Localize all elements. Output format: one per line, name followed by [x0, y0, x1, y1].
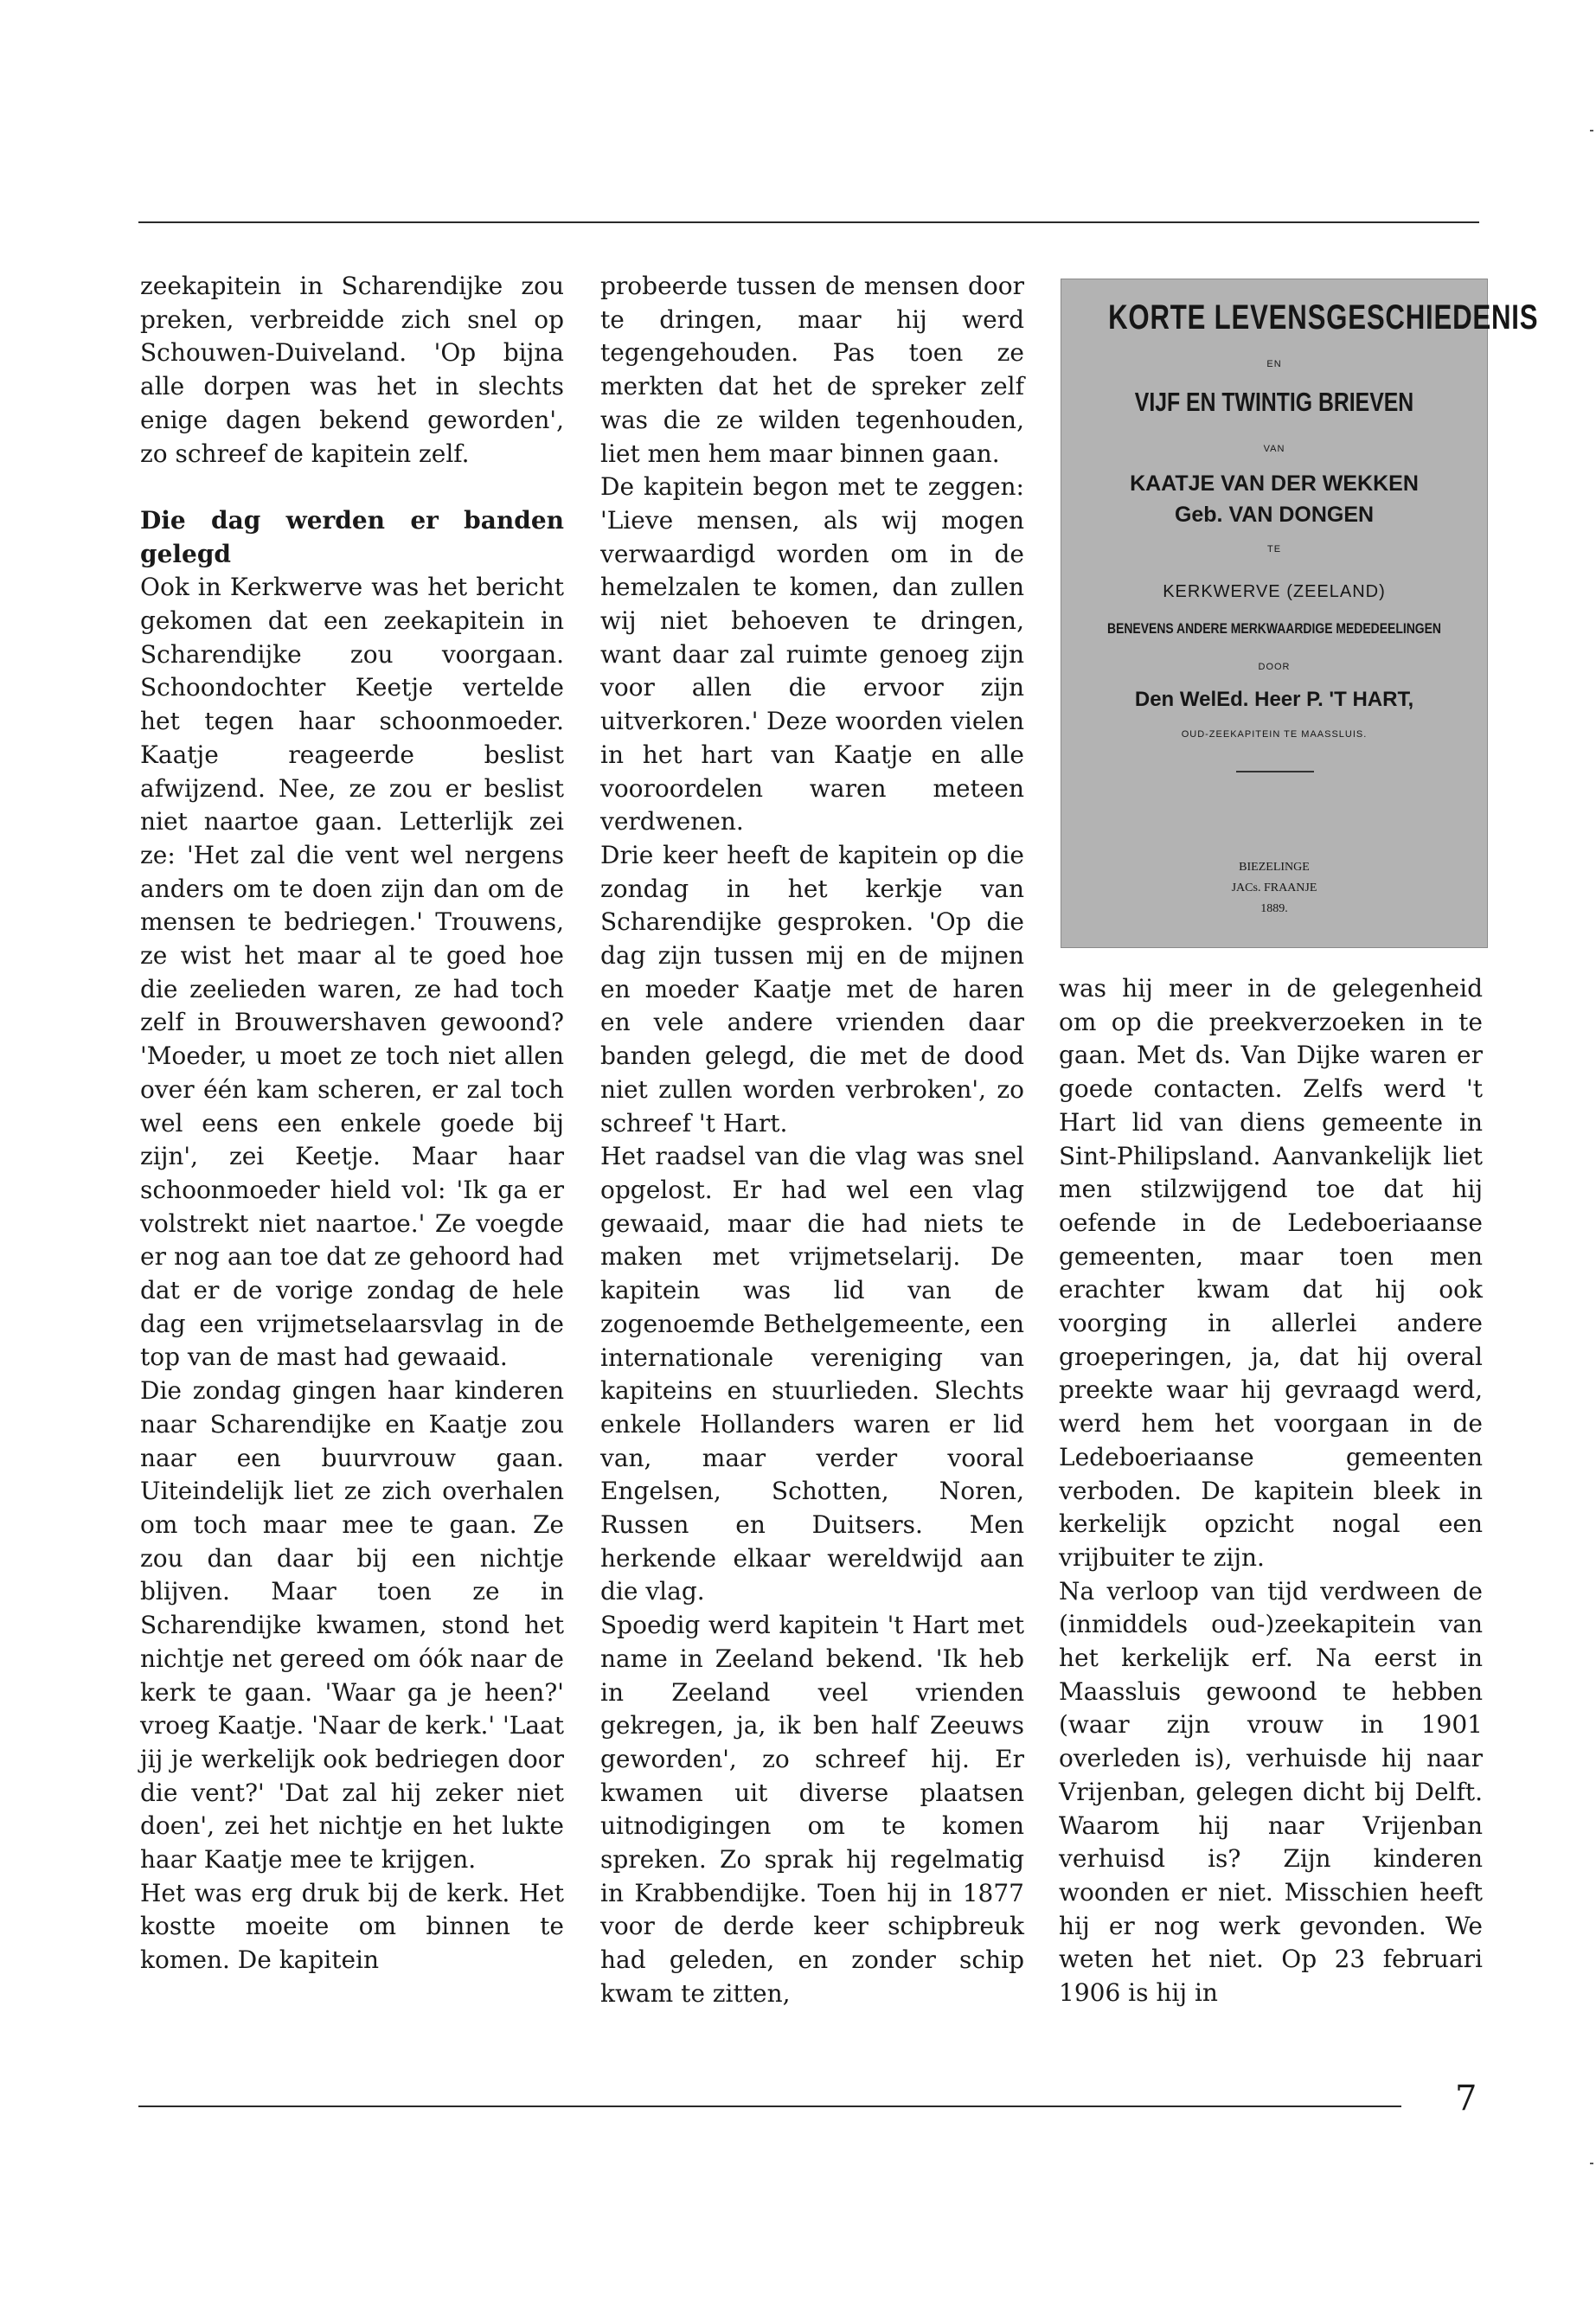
figure-line: BIEZELINGE: [1239, 861, 1310, 874]
text-column-1: [140, 270, 564, 1977]
figure-line: OUD-ZEEKAPITEIN TE MAASSLUIS.: [1181, 729, 1368, 740]
text-column-2: [600, 270, 1024, 2011]
figure-line: KAATJE VAN DER WEKKEN: [1130, 471, 1419, 496]
figure-line: DOOR: [1258, 662, 1291, 672]
figure-divider: [1236, 771, 1314, 772]
scan-edge-mark: [1590, 2163, 1593, 2164]
paragraph: zeekapitein in Scharendijke zou preken, verbreidde zich snel op Schouwen-Duiveland. 'Op bijna alle dorpen was het in slechts enige dagen bekend geworden', zo schreef de kapitein zelf.: [140, 272, 564, 468]
paragraph: Na verloop van tijd verdween de (inmiddels oud-)zeekapitein van het kerkelijk erf. Na eerst in Maassluis gewoond te hebben (waar zijn vrouw in 1901 overleden is), verhuisde hij naar Vrijenban, gelegen dicht bij Delft. Waarom hij naar Vrijenban verhuisd is? Zijn kinderen woonden er niet. Misschien heeft hij er nog werk gevonden. We weten het niet. Op 23 februari 1906 is hij in: [1059, 1576, 1483, 2008]
paragraph: Het raadsel van die vlag was snel opgelost. Er had wel een vlag gewaaid, maar die had niets te maken met vrijmetselarij. De kapitein was lid van de zogenoemde Bethelgemeente, een internationale vereniging van kapiteins en stuurlieden. Slechts enkele Hollanders waren er lid van, maar verder vooral Engelsen, Schotten, Noren, Russen en Duitsers. Men herkende elkaar wereldwijd aan die vlag.: [600, 1142, 1024, 1606]
paragraph: Het was erg druk bij de kerk. Het kostte moeite om binnen te komen. De kapitein: [140, 1878, 564, 1975]
figure-line: VIJF EN TWINTIG BRIEVEN: [1134, 387, 1414, 417]
figure-title: KORTE LEVENSGESCHIEDENIS: [1108, 298, 1539, 336]
section-heading: Die dag werden er banden gelegd: [140, 505, 564, 568]
footer-rule: [138, 2106, 1401, 2107]
paragraph: was hij meer in de gelegenheid om op die preekverzoeken in te gaan. Met ds. Van Dijke waren er goede contacten. Zelfs werd 't Hart lid van diens gemeente in Sint-Philipsland. Aanvankelijk liet men stilzwijgend toe dat hij oefende in de Ledeboeriaanse gemeenten, maar toen men erachter kwam dat hij ook voorging in allerlei andere groeperingen, ja, dat hij overal preekte waar hij gevraagd werd, werd hem het voorgaan in de Ledeboeriaanse gemeenten verboden. De kapitein bleek in kerkelijk opzicht nogal een vrijbuiter te zijn.: [1059, 974, 1483, 1572]
paragraph: probeerde tussen de mensen door te dringen, maar hij werd tegengehouden. Pas toen ze merkten dat het de spreker zelf was die ze wilden tegenhouden, liet men hem maar binnen gaan.: [600, 272, 1024, 468]
paragraph: De kapitein begon met te zeggen: 'Lieve mensen, als wij mogen verwaardigd worden om in de hemelzalen te komen, dan zullen wij niet behoeven te dringen, want daar zal ruimte genoeg zijn voor allen die ervoor zijn uitverkoren.' Deze woorden vielen in het hart van Kaatje en alle vooroordelen waren meteen verdwenen.: [600, 472, 1024, 836]
figure-line: JACs. FRAANJE: [1231, 881, 1317, 894]
figure-line: EN: [1266, 359, 1282, 369]
figure-line: Den WelEd. Heer P. 'T HART,: [1134, 688, 1414, 711]
scan-edge-mark: [1590, 130, 1593, 131]
figure-line: KERKWERVE (ZEELAND): [1163, 582, 1386, 601]
figure-line: VAN: [1263, 444, 1285, 454]
figure-line: TE: [1266, 544, 1282, 554]
text-column-3: [1059, 972, 1483, 2010]
figure-line: BENEVENS ANDERE MERKWAARDIGE MEDEDEELINGEN: [1107, 620, 1441, 637]
paragraph: Drie keer heeft de kapitein op die zondag in het kerkje van Scharendijke gesproken. 'Op die dag zijn tussen mij en de mijnen en moeder Kaatje met de haren en vele andere vrienden daar banden gelegd, die met de dood niet zullen worden verbroken', zo schreef 't Hart.: [600, 840, 1024, 1138]
paragraph: Ook in Kerkwerve was het bericht gekomen dat een zeekapitein in Scharendijke zou voorgaan. Schoondochter Keetje vertelde het tegen haar schoonmoeder. Kaatje reageerde beslist afwijzend. Nee, ze zou er beslist niet naartoe gaan. Letterlijk zei ze: 'Het zal die vent wel nergens anders om te doen zijn dan om de mensen te bedriegen.' Trouwens, ze wist het maar al te goed hoe die zeelieden waren, ze had toch zelf in Brouwershaven gewoond? 'Moeder, u moet ze toch niet allen over één kam scheren, er zal toch wel eens een enkele goede bij zijn', zei Keetje. Maar haar schoonmoeder hield vol: 'Ik ga er volstrekt niet naartoe.' Ze voegde er nog aan toe dat ze gehoord had dat er de vorige zondag de hele dag een vrijmetselaarsvlag in de top van de mast had gewaaid.: [140, 573, 564, 1372]
figure-line: 1889.: [1260, 902, 1288, 915]
paragraph: Die zondag gingen haar kinderen naar Scharendijke en Kaatje zou naar een buurvrouw gaan. Uiteindelijk liet ze zich overhalen om toch maar mee te gaan. Ze zou dan daar bij een nichtje blijven. Maar toen ze in Scharendijke kwamen, stond het nichtje net gereed om óók naar de kerk te gaan. 'Waar ga je heen?' vroeg Kaatje. 'Naar de kerk.' 'Laat jij je werkelijk ook bedriegen door die vent?' 'Dat zal hij zeker niet doen', zei het nichtje en het lukte haar Kaatje mee te krijgen.: [140, 1376, 564, 1875]
paragraph: Spoedig werd kapitein 't Hart met name in Zeeland bekend. 'Ik heb in Zeeland veel vrienden gekregen, ja, ik ben half Zeeuws geworden', zo schreef hij. Er kwamen uit diverse plaatsen uitnodigingen om te komen spreken. Zo sprak hij regelmatig in Krabbendijke. Toen hij in 1877 voor de derde keer schipbreuk had geleden, en zonder schip kwam te zitten,: [600, 1611, 1024, 2008]
header-rule: [138, 221, 1479, 223]
figure-line: Geb. VAN DONGEN: [1174, 503, 1375, 527]
book-title-page-image: [1061, 279, 1539, 948]
page-number: 7: [1455, 2079, 1477, 2118]
